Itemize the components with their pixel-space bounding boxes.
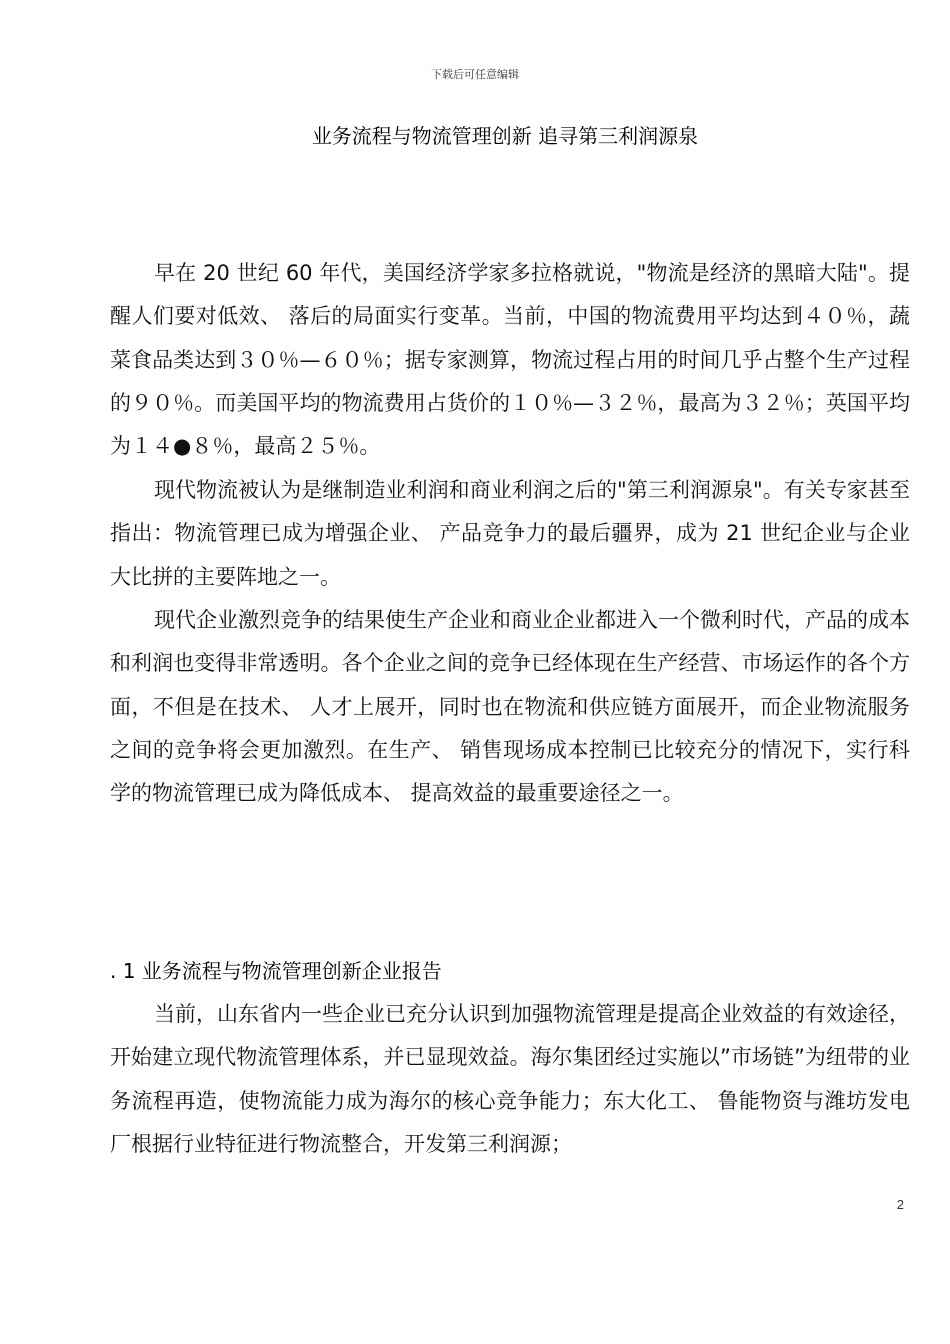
header-note: 下载后可任意编辑 [431,68,519,81]
paragraph-2: 现代物流被认为是继制造业利润和商业利润之后的"第三利润源泉"。有关专家甚至指出：物流管理已成为增强企业、 产品竞争力的最后疆界，成为 21 世纪企业与企业大比拼的主要阵地之一。 [110,478,910,589]
section-heading: . 1 业务流程与物流管理创新企业报告 [110,959,442,983]
section-paragraph-1: 当前，山东省内一些企业已充分认识到加强物流管理是提高企业效益的有效途径，开始建立现代物流管理体系，并已显现效益。海尔集团经过实施以”市场链”为纽带的业务流程再造，使物流能力成为海尔的核心竞争能力；东大化工、 鲁能物资与潍坊发电厂根据行业特征进行物流整合，开发第三利润源； [110,1002,910,1156]
page-number: 2 [896,1197,904,1212]
paragraph-3: 现代企业激烈竞争的结果使生产企业和商业企业都进入一个微利时代，产品的成本和利润也变得非常透明。各个企业之间的竞争已经体现在生产经营、市场运作的各个方面，不但是在技术、 人才上展开，同时也在物流和供应链方面展开，而企业物流服务之间的竞争将会更加激烈。在生产、 销售现场成本控制已比较充分的情况下，实行科学的物流管理已成为降低成本、 提高效益的最重要途径之一。 [110,608,911,806]
document-title: 业务流程与物流管理创新 追寻第三利润源泉 [311,124,699,148]
paragraph-1: 早在 20 世纪 60 年代，美国经济学家多拉格就说，"物流是经济的黑暗大陆"。提醒人们要对低效、 落后的局面实行变革。当前，中国的物流费用平均达到４０％，蔬菜食品类达到３０％—６０％；据专家测算，物流过程占用的时间几乎占整个生产过程的９０％。而美国平均的物流费用占货价的１０％—３２％，最高为３２％；英国平均为１４●８％，最高２５％。 [110,261,910,459]
